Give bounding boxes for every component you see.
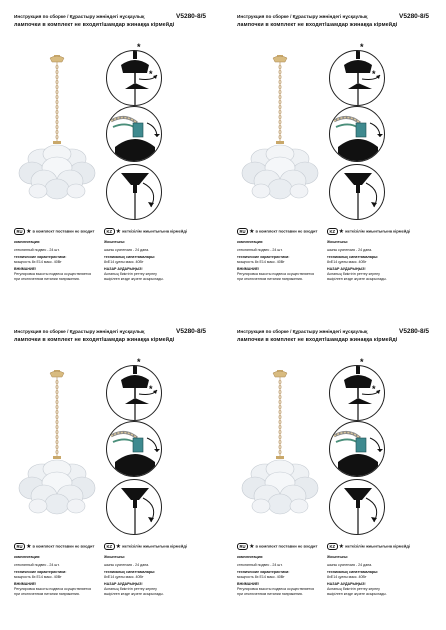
kz-tech-heading: техникалық сипаттамалары: — [104, 255, 156, 260]
sheet-header-title — [237, 329, 437, 334]
header-bulbs-note: лампочки в комплект не входят/шамдар жинаққа кірмейді — [14, 22, 175, 28]
ru-warning-line2: при отключенном питании напряжения. — [14, 276, 80, 281]
ru-specs — [237, 240, 325, 284]
ru-warning-line2: при отключенном питании напряжения. — [14, 591, 80, 596]
header-line1: Инструкция по сборке / Құрастыру жөніндегі нұсқаулық — [237, 329, 368, 334]
ru-star-note-text: в комплект поставки не входит — [32, 228, 95, 234]
kz-star-note-text: жеткізілім жиынтығына кірмейді — [121, 543, 187, 549]
ru-star-note: RU ★в комплект поставки не входит — [237, 228, 317, 235]
kz-kit-item: шыны суспензия - 24 дана. — [327, 247, 373, 252]
kz-badge: KZ — [104, 228, 115, 235]
chandelier-illustration — [235, 370, 325, 520]
kz-warning-heading: НАЗАР АУДАРЫҢЫЗ! — [327, 267, 366, 272]
kz-star-note: KZ ★жеткізілім жиынтығына кірмейді — [104, 228, 187, 235]
kz-specs — [327, 240, 415, 284]
kz-star-note-text: жеткізілім жиынтығына кірмейді — [121, 228, 187, 234]
kz-kit-item: шыны суспензия - 24 дана. — [104, 562, 150, 567]
canopy-mounting-icon — [329, 365, 385, 421]
kz-warning-heading: НАЗАР АУДАРЫҢЫЗ! — [104, 267, 143, 272]
ru-kit-heading: комплектация: — [14, 240, 41, 244]
ru-tech-heading: технические характеристики: — [14, 570, 67, 575]
chandelier-illustration — [12, 370, 102, 520]
kz-tech-heading: техникалық сипаттамалары: — [327, 255, 379, 260]
ru-warning-line2: при отключенном питании напряжения. — [237, 591, 303, 596]
ru-star-note: RU ★в комплект поставки не входит — [237, 543, 317, 550]
wire-connection-icon — [329, 106, 385, 162]
ru-kit-heading: комплектация: — [237, 240, 264, 244]
kz-power: 8хE14 қуаты макс. 40Вт — [104, 574, 144, 579]
ru-kit-item: стеклянный подвес - 24 шт. — [14, 247, 60, 252]
kz-warning-line1: Аспаның биіктігін реттеу кернеу — [327, 271, 380, 276]
ru-kit-heading: комплектация: — [14, 555, 41, 559]
ru-specs — [237, 555, 325, 599]
ru-warning-line2: при отключенном питании напряжения. — [237, 276, 303, 281]
ru-star-note: RU ★в комплект поставки не входит — [14, 228, 94, 235]
model-number: V5280-8/5 — [176, 328, 206, 335]
kz-warning-line1: Аспаның биіктігін реттеу кернеу — [104, 586, 157, 591]
ru-tech-heading: технические характеристики: — [237, 255, 290, 260]
kz-star-note-text: жеткізілім жиынтығына кірмейді — [344, 228, 410, 234]
star-mark-icon: * — [137, 357, 141, 367]
ru-warning-line1: Регулировка высоты подвеса осуществляется — [14, 271, 92, 276]
ru-warning-heading: ВНИМАНИЕ! — [14, 267, 37, 272]
ru-power: мощность 8х E14 макс. 40Вт — [14, 259, 62, 264]
kz-kit-item: шыны суспензия - 24 дана. — [104, 247, 150, 252]
kz-kit-item: шыны суспензия - 24 дана. — [327, 562, 373, 567]
ru-star-note-text: в комплект поставки не входит — [255, 543, 318, 549]
ru-badge: RU — [14, 228, 25, 235]
ru-badge: RU — [237, 228, 248, 235]
ru-power: мощность 8х E14 макс. 40Вт — [14, 574, 62, 579]
star-mark-icon: * — [360, 42, 364, 52]
wire-connection-icon — [106, 421, 162, 477]
canopy-mounting-icon — [106, 50, 162, 106]
ru-star-note-text: в комплект поставки не входит — [255, 228, 318, 234]
kz-kit-heading: Жиынтығы: — [327, 555, 349, 559]
kz-star-note-text: жеткізілім жиынтығына кірмейді — [344, 543, 410, 549]
kz-power: 8хE14 қуаты макс. 40Вт — [327, 574, 367, 579]
model-number: V5280-8/5 — [399, 13, 429, 20]
kz-star-note: KZ ★жеткізілім жиынтығына кірмейді — [327, 228, 410, 235]
kz-badge: KZ — [327, 543, 338, 550]
kz-badge: KZ — [327, 228, 338, 235]
kz-star-note: KZ ★жеткізілім жиынтығына кірмейді — [104, 543, 187, 550]
ru-kit-item: стеклянный подвес - 24 шт. — [237, 247, 283, 252]
height-adjust-icon — [106, 479, 162, 535]
canopy-mounting-icon — [329, 50, 385, 106]
chandelier-illustration — [12, 55, 102, 205]
kz-tech-heading: техникалық сипаттамалары: — [327, 570, 379, 575]
sheet-header-title — [14, 14, 214, 19]
kz-specs — [327, 555, 415, 599]
kz-warning-line2: өшірілген кезде жүзеге асырылады. — [104, 591, 164, 596]
wire-connection-icon — [329, 421, 385, 477]
star-mark-icon: * — [360, 357, 364, 367]
kz-warning-line1: Аспаның биіктігін реттеу кернеу — [327, 586, 380, 591]
kz-warning-line2: өшірілген кезде жүзеге асырылады. — [327, 591, 387, 596]
sheet-header-title — [14, 329, 214, 334]
ru-warning-line1: Регулировка высоты подвеса осуществляется — [14, 586, 92, 591]
instruction-sheet — [0, 315, 223, 630]
ru-kit-heading: комплектация: — [237, 555, 264, 559]
kz-kit-heading: Жиынтығы: — [104, 555, 126, 559]
ru-specs — [14, 240, 102, 284]
chandelier-illustration — [235, 55, 325, 205]
ru-tech-heading: технические характеристики: — [14, 255, 67, 260]
ru-star-note: RU ★в комплект поставки не входит — [14, 543, 94, 550]
header-line1: Инструкция по сборке / Құрастыру жөніндегі нұсқаулық — [14, 329, 145, 334]
height-adjust-icon — [329, 479, 385, 535]
kz-power: 8хE14 қуаты макс. 40Вт — [104, 259, 144, 264]
kz-power: 8хE14 қуаты макс. 40Вт — [327, 259, 367, 264]
star-mark-icon: * — [372, 69, 376, 79]
header-bulbs-note: лампочки в комплект не входят/шамдар жинаққа кірмейді — [237, 22, 398, 28]
wire-connection-icon — [106, 106, 162, 162]
model-number: V5280-8/5 — [399, 328, 429, 335]
height-adjust-icon — [106, 164, 162, 220]
instruction-sheet — [0, 0, 223, 315]
ru-specs — [14, 555, 102, 599]
ru-kit-item: стеклянный подвес - 24 шт. — [237, 562, 283, 567]
star-mark-icon: * — [372, 384, 376, 394]
ru-badge: RU — [14, 543, 25, 550]
kz-tech-heading: техникалық сипаттамалары: — [104, 570, 156, 575]
header-line1: Инструкция по сборке / Құрастыру жөніндегі нұсқаулық — [14, 14, 145, 19]
star-mark-icon: * — [137, 42, 141, 52]
kz-warning-heading: НАЗАР АУДАРЫҢЫЗ! — [327, 582, 366, 587]
kz-kit-heading: Жиынтығы: — [327, 240, 349, 244]
ru-warning-heading: ВНИМАНИЕ! — [237, 267, 260, 272]
kz-specs — [104, 240, 192, 284]
sheet-header-title — [237, 14, 437, 19]
kz-kit-heading: Жиынтығы: — [104, 240, 126, 244]
model-number: V5280-8/5 — [176, 13, 206, 20]
ru-power: мощность 8х E14 макс. 40Вт — [237, 574, 285, 579]
canopy-mounting-icon — [106, 365, 162, 421]
ru-power: мощность 8х E14 макс. 40Вт — [237, 259, 285, 264]
ru-warning-heading: ВНИМАНИЕ! — [14, 582, 37, 587]
ru-star-note-text: в комплект поставки не входит — [32, 543, 95, 549]
header-line1: Инструкция по сборке / Құрастыру жөніндегі нұсқаулық — [237, 14, 368, 19]
star-mark-icon: * — [149, 69, 153, 79]
ru-warning-line1: Регулировка высоты подвеса осуществляется — [237, 271, 315, 276]
ru-warning-line1: Регулировка высоты подвеса осуществляется — [237, 586, 315, 591]
instruction-sheet — [223, 0, 446, 315]
kz-warning-heading: НАЗАР АУДАРЫҢЫЗ! — [104, 582, 143, 587]
kz-warning-line2: өшірілген кезде жүзеге асырылады. — [327, 276, 387, 281]
kz-star-note: KZ ★жеткізілім жиынтығына кірмейді — [327, 543, 410, 550]
ru-kit-item: стеклянный подвес - 24 шт. — [14, 562, 60, 567]
instruction-sheet — [223, 315, 446, 630]
kz-specs — [104, 555, 192, 599]
star-mark-icon: * — [149, 384, 153, 394]
ru-warning-heading: ВНИМАНИЕ! — [237, 582, 260, 587]
height-adjust-icon — [329, 164, 385, 220]
kz-warning-line2: өшірілген кезде жүзеге асырылады. — [104, 276, 164, 281]
kz-warning-line1: Аспаның биіктігін реттеу кернеу — [104, 271, 157, 276]
ru-badge: RU — [237, 543, 248, 550]
header-bulbs-note: лампочки в комплект не входят/шамдар жинаққа кірмейді — [14, 337, 175, 343]
header-bulbs-note: лампочки в комплект не входят/шамдар жинаққа кірмейді — [237, 337, 398, 343]
ru-tech-heading: технические характеристики: — [237, 570, 290, 575]
kz-badge: KZ — [104, 543, 115, 550]
